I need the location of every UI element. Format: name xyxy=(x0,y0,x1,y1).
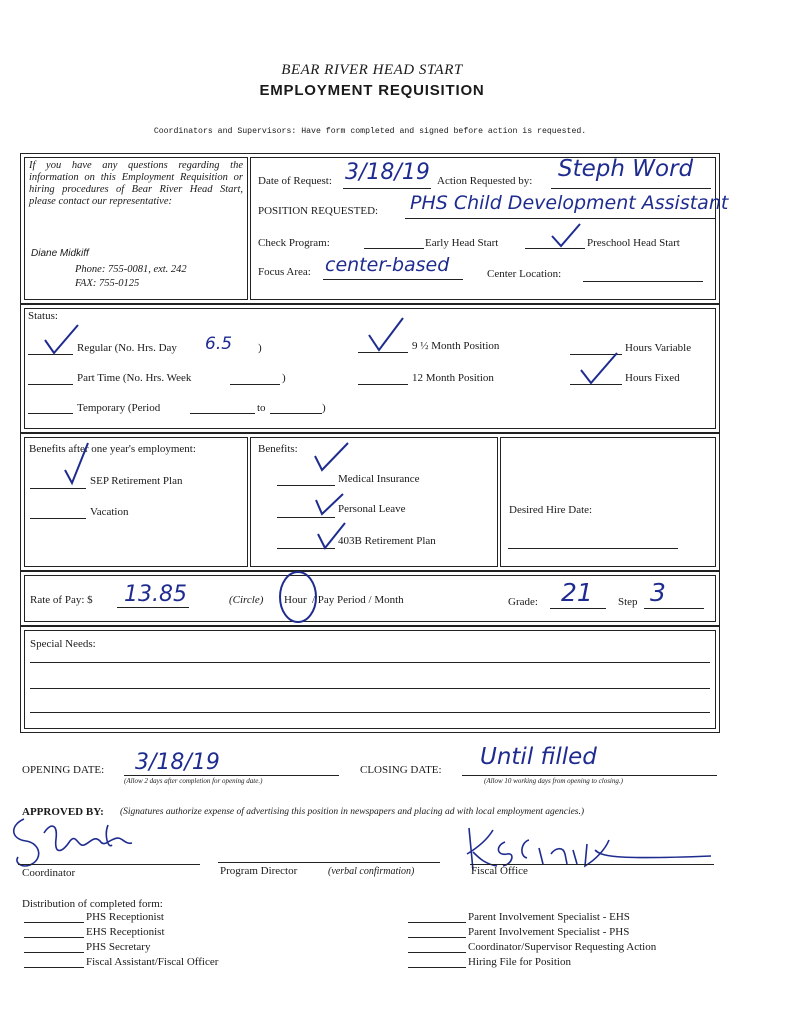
approved-by-note: (Signatures authorize expense of advertising this position in newspapers and placing ad with local employment agencies.) xyxy=(120,807,585,817)
focus-area-label: Focus Area: xyxy=(258,266,311,278)
step-line xyxy=(644,608,704,609)
special-needs-line-1[interactable] xyxy=(30,662,710,663)
ehs-blank xyxy=(364,248,424,249)
dist-right-item: Parent Involvement Specialist - PHS xyxy=(468,926,630,938)
closing-date-line xyxy=(462,775,717,776)
hours-fixed-check-icon[interactable] xyxy=(578,350,620,386)
regular-check-icon[interactable] xyxy=(42,322,82,356)
dist-left-blank xyxy=(24,952,84,953)
hours-variable-option: Hours Variable xyxy=(625,342,692,354)
regular-close-paren: ) xyxy=(258,342,262,354)
special-needs-line-3[interactable] xyxy=(30,712,710,713)
approved-by-label: APPROVED BY: xyxy=(22,806,104,818)
circle-label: (Circle) xyxy=(229,594,264,606)
dist-right-item: Coordinator/Supervisor Requesting Action xyxy=(468,941,657,953)
hours-fixed-option: Hours Fixed xyxy=(625,372,680,384)
check-program-label: Check Program: xyxy=(258,237,330,249)
distribution-title: Distribution of completed form: xyxy=(22,898,163,910)
desired-hire-date-label: Desired Hire Date: xyxy=(509,504,593,516)
part-time-option: Part Time (No. Hrs. Week xyxy=(77,372,192,384)
date-of-request-value[interactable]: 3/18/19 xyxy=(345,160,430,185)
dist-right-blank xyxy=(408,967,466,968)
personal-option: Personal Leave xyxy=(338,503,406,515)
medical-blank xyxy=(277,485,335,486)
focus-area-value[interactable]: center-based xyxy=(325,254,450,276)
medical-check-icon[interactable] xyxy=(312,440,352,474)
opening-date-line xyxy=(124,775,339,776)
twelve-month-option: 12 Month Position xyxy=(412,372,494,384)
special-needs-line-2[interactable] xyxy=(30,688,710,689)
date-of-request-line xyxy=(343,188,431,189)
benefits-after-year-label: Benefits after one year's employment: xyxy=(29,443,196,455)
dist-left-item: EHS Receptionist xyxy=(86,926,165,938)
early-head-start-option: Early Head Start xyxy=(425,237,499,249)
grade-line xyxy=(550,608,606,609)
temporary-option: Temporary (Period xyxy=(77,402,161,414)
dist-right-item: Parent Involvement Specialist - EHS xyxy=(468,911,630,923)
sep-check-icon[interactable] xyxy=(62,440,92,486)
coordinator-label: Coordinator xyxy=(22,867,76,879)
sep-option: SEP Retirement Plan xyxy=(90,475,183,487)
closing-date-value[interactable]: Until filled xyxy=(480,744,597,770)
temporary-blank xyxy=(28,413,73,414)
position-line xyxy=(405,218,715,219)
dist-left-blank xyxy=(24,937,84,938)
status-label: Status: xyxy=(28,310,58,322)
medical-option: Medical Insurance xyxy=(338,473,420,485)
verbal-confirmation-note: (verbal confirmation) xyxy=(328,866,415,877)
regular-hours-value[interactable]: 6.5 xyxy=(205,334,233,354)
contact-name: Diane Midkiff xyxy=(31,248,89,259)
closing-date-label: CLOSING DATE: xyxy=(360,764,442,776)
center-location-label: Center Location: xyxy=(487,268,562,280)
dist-left-blank xyxy=(24,967,84,968)
vacation-option: Vacation xyxy=(90,506,129,518)
date-of-request-label: Date of Request: xyxy=(258,175,332,187)
dist-right-item: Hiring File for Position xyxy=(468,956,571,968)
closing-date-note: (Allow 10 working days from opening to closing.) xyxy=(484,777,623,785)
vacation-blank xyxy=(30,518,86,519)
dist-right-blank xyxy=(408,952,466,953)
special-needs-box xyxy=(24,630,716,729)
preschool-check-icon[interactable] xyxy=(549,222,583,250)
opening-date-note: (Allow 2 days after completion for opening date.) xyxy=(124,777,263,785)
grade-value[interactable]: 21 xyxy=(561,578,593,607)
org-name: BEAR RIVER HEAD START xyxy=(281,62,463,78)
pay-period-options: / Pay Period / Month xyxy=(312,594,404,606)
rate-of-pay-line xyxy=(117,607,189,608)
dist-left-item: PHS Receptionist xyxy=(86,911,164,923)
rate-of-pay-value[interactable]: 13.85 xyxy=(124,582,187,607)
dist-left-blank xyxy=(24,922,84,923)
nine-month-option: 9 ½ Month Position xyxy=(412,340,500,352)
twelve-month-blank xyxy=(358,384,408,385)
form-title: EMPLOYMENT REQUISITION xyxy=(259,82,485,99)
coordinator-signature-line[interactable] xyxy=(18,864,200,865)
contact-fax: FAX: 755-0125 xyxy=(75,278,140,289)
benefits-after-year-box xyxy=(24,437,248,567)
action-requested-label: Action Requested by: xyxy=(437,175,533,187)
contact-note: If you have any questions regarding the information on this Employment Requisition or hiring procedures of Bear River Head Start, please contact our representative: xyxy=(29,160,243,207)
temporary-to-label: to xyxy=(257,402,266,414)
fiscal-office-label: Fiscal Office xyxy=(471,865,528,877)
temporary-to-line[interactable] xyxy=(270,413,322,414)
step-value[interactable]: 3 xyxy=(650,578,666,607)
hour-option: Hour xyxy=(284,594,307,606)
desired-hire-date-line[interactable] xyxy=(508,548,678,549)
form-instruction: Coordinators and Supervisors: Have form completed and signed before action is requested. xyxy=(153,127,587,136)
part-time-blank xyxy=(28,384,73,385)
grade-label: Grade: xyxy=(508,596,538,608)
dist-right-blank xyxy=(408,937,466,938)
special-needs-label: Special Needs: xyxy=(30,638,96,650)
regular-option: Regular (No. Hrs. Day xyxy=(77,342,177,354)
position-requested-label: POSITION REQUESTED: xyxy=(258,205,379,217)
temporary-from-line[interactable] xyxy=(190,413,255,414)
program-director-label: Program Director xyxy=(220,865,298,877)
preschool-head-start-option: Preschool Head Start xyxy=(587,237,680,249)
dist-left-item: PHS Secretary xyxy=(86,941,151,953)
dist-right-blank xyxy=(408,922,466,923)
nine-month-check-icon[interactable] xyxy=(366,315,406,353)
part-time-close-paren: ) xyxy=(282,372,286,384)
step-label: Step xyxy=(618,596,638,608)
benefits-label: Benefits: xyxy=(258,443,298,455)
focus-area-line xyxy=(323,279,463,280)
action-requested-value[interactable]: Steph Word xyxy=(558,156,694,182)
part-time-hours-line[interactable] xyxy=(230,384,280,385)
center-location-line[interactable] xyxy=(583,281,703,282)
opening-date-value[interactable]: 3/18/19 xyxy=(135,750,220,775)
position-requested-value[interactable]: PHS Child Development Assistant xyxy=(410,192,729,214)
sep-blank xyxy=(30,488,86,489)
opening-date-label: OPENING DATE: xyxy=(22,764,105,776)
program-director-line[interactable] xyxy=(218,862,440,863)
rate-of-pay-label: Rate of Pay: $ xyxy=(30,594,93,606)
plan403b-option: 403B Retirement Plan xyxy=(338,535,436,547)
temporary-close-paren: ) xyxy=(322,402,326,414)
dist-left-item: Fiscal Assistant/Fiscal Officer xyxy=(86,956,219,968)
contact-phone: Phone: 755-0081, ext. 242 xyxy=(75,264,187,275)
action-requested-line xyxy=(551,188,711,189)
